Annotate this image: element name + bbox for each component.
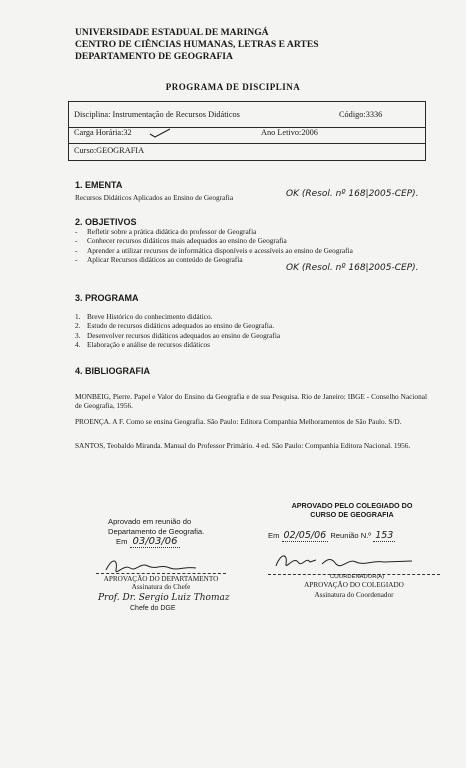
coordinator-signature-label: Assinatura do Coordenador: [314, 591, 394, 599]
bibliografia-heading: 4. BIBLIOGRAFIA: [75, 366, 151, 376]
objetivos-handwritten-note: OK (Resol. nº 168|2005-CEP).: [286, 263, 419, 273]
list-marker: -: [75, 236, 78, 246]
ementa-handwritten-note: OK (Resol. nº 168|2005-CEP).: [286, 189, 419, 199]
program-title: PROGRAMA DE DISCIPLINA: [165, 82, 301, 92]
programa-heading: 3. PROGRAMA: [75, 293, 139, 303]
ementa-text: Recursos Didáticos Aplicados ao Ensino de Geografia: [75, 193, 234, 202]
objetivos-list: [75, 227, 427, 264]
department-chief-name: Prof. Dr. Sergio Luiz Thomaz: [98, 593, 230, 603]
bibliography-entry: SANTOS, Teobaldo Miranda. Manual do Professor Primário. 4 ed. São Paulo: Companhia Editora Nacional. 1956.: [75, 441, 411, 450]
list-item: 4. Elaboração e análise de recursos didáticos: [75, 339, 210, 349]
discipline-code: Código:3336: [339, 110, 383, 119]
department-chief-label: Assinatura do Chefe: [131, 583, 191, 591]
list-marker: -: [75, 227, 78, 236]
coordinator-label: COORDENADOR(A): [330, 574, 385, 580]
list-item: 1. Breve Histórico do conhecimento didático.: [75, 312, 213, 321]
ementa-heading: 1. EMENTA: [75, 180, 123, 190]
department-approval-date: 03/03/06: [130, 536, 181, 548]
list-item: - Aprender a utilizar recursos de informática disponíveis e acessíveis ao ensino de Geografia: [75, 245, 353, 255]
list-item: - Refletir sobre a prática didática do professor de Geografia: [75, 227, 257, 236]
info-divider: [69, 143, 425, 144]
workload: Carga Horária:32: [74, 128, 132, 137]
collegiate-approval-stamp: APROVADO PELO COLEGIADO DO CURSO DE GEOGRAFIA: [291, 501, 413, 519]
collegiate-approval-label: APROVAÇÃO DO COLEGIADO: [304, 581, 404, 589]
objetivos-heading: 2. OBJETIVOS: [75, 217, 137, 227]
collegiate-approval-line: Em 02/05/06 Reunião N.º 153: [268, 530, 394, 541]
collegiate-meeting-number: 153: [375, 530, 394, 541]
discipline-name: Disciplina: Instrumentação de Recursos Didáticos: [74, 110, 240, 119]
university-name: UNIVERSIDADE ESTADUAL DE MARINGÁ: [75, 27, 269, 38]
department-approval-label: APROVAÇÃO DO DEPARTAMENTO: [96, 573, 226, 583]
center-name: CENTRO DE CIÊNCIAS HUMANAS, LETRAS E ARTES: [75, 39, 319, 50]
academic-year: Ano Letivo:2006: [261, 128, 318, 137]
list-item: - Conhecer recursos didáticos mais adequados ao ensino de Geografia: [75, 236, 287, 246]
department-name: DEPARTAMENTO DE GEOGRAFIA: [75, 51, 233, 62]
list-item: 2. Estudo de recursos didáticos adequados ao ensino de Geografia.: [75, 321, 275, 331]
check-mark-icon: [149, 128, 171, 138]
bibliography-entry: PROENÇA. A F. Como se ensina Geografia. São Paulo: Editora Companhia Melhoramentos de São Paulo. S/D.: [75, 417, 402, 426]
department-approval-stamp: Aprovado em reunião do Departamento de Geografia. Em 03/03/06: [108, 517, 205, 547]
collegiate-approval-date: 02/05/06: [283, 530, 327, 541]
list-marker: -: [75, 254, 78, 264]
university-header: [75, 27, 319, 63]
list-marker: -: [75, 245, 78, 255]
coordinator-signature-icon: [272, 550, 422, 574]
bibliography-entry: MONBEIG, Pierre. Papel e Valor do Ensino da Geografia e de sua Pesquisa. Rio de Janeiro: IBGE - Conselho Nacional de Geografia, 1956.: [75, 392, 427, 411]
course-name: Curso:GEOGRAFIA: [74, 146, 145, 155]
department-chief-role: Chefe do DGE: [130, 605, 176, 612]
list-item: - Aplicar Recursos didáticos ao conteúdo de Geografia: [75, 254, 243, 264]
course-info-box: [68, 101, 426, 161]
list-item: 3. Desenvolver recursos didáticos adequados ao ensino de Geografia: [75, 330, 281, 340]
programa-list: [75, 312, 427, 349]
